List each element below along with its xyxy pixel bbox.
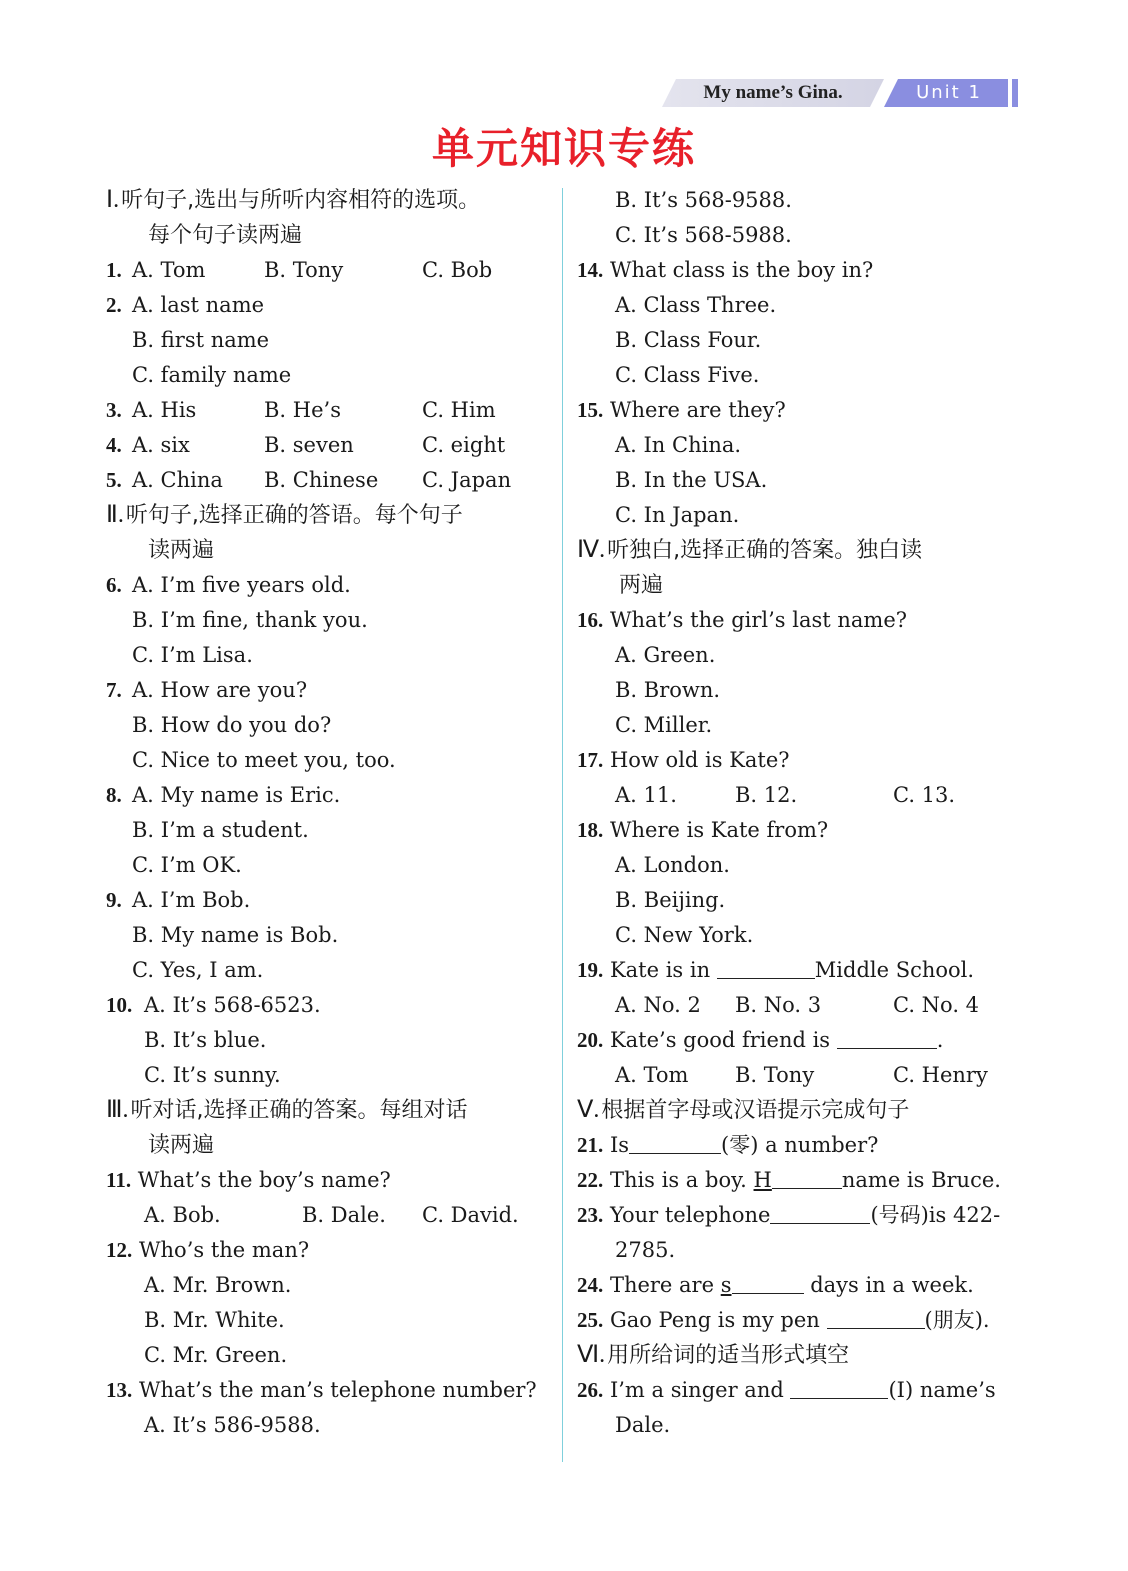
section-heading: Ⅱ.听句子,选择正确的答语。每个句子 xyxy=(106,502,463,528)
question-9: 9. A. I’m Bob. xyxy=(106,888,251,912)
options-row: A. Bob. B. Dale. C. David. xyxy=(144,1203,519,1227)
answer-blank xyxy=(717,956,815,979)
section-heading-cont: 每个句子读两遍 xyxy=(148,223,303,248)
option: C. Nice to meet you, too. xyxy=(132,748,396,772)
option: A. It’s 586-9588. xyxy=(144,1413,321,1437)
question-23: 23. Your telephone (号码)is 422- xyxy=(577,1203,1001,1227)
question-2: 2. A. last name xyxy=(106,293,265,317)
answer-blank xyxy=(629,1131,721,1154)
hint-letter: s xyxy=(720,1273,732,1297)
answer-blank xyxy=(770,1201,870,1224)
option: B. Class Four. xyxy=(615,328,762,352)
options-row: A. 11. B. 12. C. 13. xyxy=(615,783,956,807)
question-25: 25. Gao Peng is my pen (朋友). xyxy=(577,1308,990,1332)
section-heading: Ⅲ.听对话,选择正确的答案。每组对话 xyxy=(106,1097,468,1123)
section-heading: Ⅵ.用所给词的适当形式填空 xyxy=(577,1342,850,1368)
option: B. How do you do? xyxy=(132,713,332,737)
header-unit-label: Unit 1 xyxy=(916,82,982,103)
option: C. Yes, I am. xyxy=(132,958,264,982)
options-row: A. No. 2 B. No. 3 C. No. 4 xyxy=(615,993,980,1017)
option: C. I’m OK. xyxy=(132,853,242,877)
option: A. London. xyxy=(615,853,730,877)
option: C. I’m Lisa. xyxy=(132,643,253,667)
section-heading: Ⅳ.听独白,选择正确的答案。独白读 xyxy=(577,537,923,563)
option: B. Mr. White. xyxy=(144,1308,285,1332)
option: B. In the USA. xyxy=(615,468,768,492)
section-heading-cont: 读两遍 xyxy=(148,1133,215,1158)
question-12: 12. Who’s the man? xyxy=(106,1238,310,1262)
question-21: 21. Is (零) a number? xyxy=(577,1133,879,1157)
question-17: 17. How old is Kate? xyxy=(577,748,790,772)
question-20: 20. Kate’s good friend is . xyxy=(577,1028,944,1052)
section-heading: Ⅴ.根据首字母或汉语提示完成句子 xyxy=(577,1097,910,1123)
option: C. It’s sunny. xyxy=(144,1063,281,1087)
left-column xyxy=(106,183,554,1443)
option: B. I’m fine, thank you. xyxy=(132,608,368,632)
option: A. Mr. Brown. xyxy=(144,1273,292,1297)
option: B. first name xyxy=(132,328,270,352)
section-heading-cont: 读两遍 xyxy=(148,538,215,563)
question-24: 24. There are s days in a week. xyxy=(577,1273,974,1297)
option: B. I’m a student. xyxy=(132,818,309,842)
header-end-bar xyxy=(1012,79,1018,107)
question-18: 18. Where is Kate from? xyxy=(577,818,829,842)
option: C. New York. xyxy=(615,923,754,947)
section-heading: Ⅰ.听句子,选出与所听内容相符的选项。 xyxy=(106,187,481,213)
question-7: 7. A. How are you? xyxy=(106,678,308,702)
options-row: A. Tom B. Tony C. Henry xyxy=(615,1063,988,1087)
question-14: 14. What class is the boy in? xyxy=(577,258,874,282)
option: C. Mr. Green. xyxy=(144,1343,288,1367)
question-22: 22. This is a boy. H name is Bruce. xyxy=(577,1168,1001,1192)
question-8: 8. A. My name is Eric. xyxy=(106,783,341,807)
question-26-cont: Dale. xyxy=(615,1413,671,1437)
question-26: 26. I’m a singer and (I) name’s xyxy=(577,1378,996,1402)
option: B. It’s blue. xyxy=(144,1028,267,1052)
question-1: 1. A. Tom B. Tony C. Bob xyxy=(106,258,493,282)
question-15: 15. Where are they? xyxy=(577,398,786,422)
hint-letter: H xyxy=(753,1168,772,1192)
column-divider xyxy=(562,188,563,1462)
option: C. Miller. xyxy=(615,713,713,737)
answer-blank xyxy=(837,1026,937,1049)
question-19: 19. Kate is in Middle School. xyxy=(577,958,975,982)
header-lesson-title: My name’s Gina. xyxy=(703,82,843,103)
answer-blank xyxy=(827,1306,925,1329)
option: C. It’s 568-5988. xyxy=(615,223,792,247)
option: B. Brown. xyxy=(615,678,721,702)
question-11: 11. What’s the boy’s name? xyxy=(106,1168,391,1192)
option: C. family name xyxy=(132,363,292,387)
answer-blank xyxy=(790,1376,888,1399)
question-3: 3. A. His B. He’s C. Him xyxy=(106,398,496,422)
question-5: 5. A. China B. Chinese C. Japan xyxy=(106,468,512,492)
question-23-cont: 2785. xyxy=(615,1238,676,1262)
answer-blank xyxy=(732,1271,804,1294)
option: B. My name is Bob. xyxy=(132,923,339,947)
question-4: 4. A. six B. seven C. eight xyxy=(106,433,506,457)
section-heading-cont: 两遍 xyxy=(619,573,664,598)
question-6: 6. A. I’m five years old. xyxy=(106,573,351,597)
option: A. In China. xyxy=(615,433,742,457)
option: A. Class Three. xyxy=(615,293,777,317)
question-13: 13. What’s the man’s telephone number? xyxy=(106,1378,537,1402)
question-16: 16. What’s the girl’s last name? xyxy=(577,608,908,632)
question-10: 10. A. It’s 568-6523. xyxy=(106,993,321,1017)
option: B. It’s 568-9588. xyxy=(615,188,792,212)
option: A. Green. xyxy=(615,643,716,667)
right-column xyxy=(577,183,1023,1443)
option: B. Beijing. xyxy=(615,888,726,912)
option: C. In Japan. xyxy=(615,503,740,527)
option: C. Class Five. xyxy=(615,363,760,387)
answer-blank xyxy=(772,1166,842,1189)
page-title: 单元知识专练 xyxy=(431,124,696,173)
